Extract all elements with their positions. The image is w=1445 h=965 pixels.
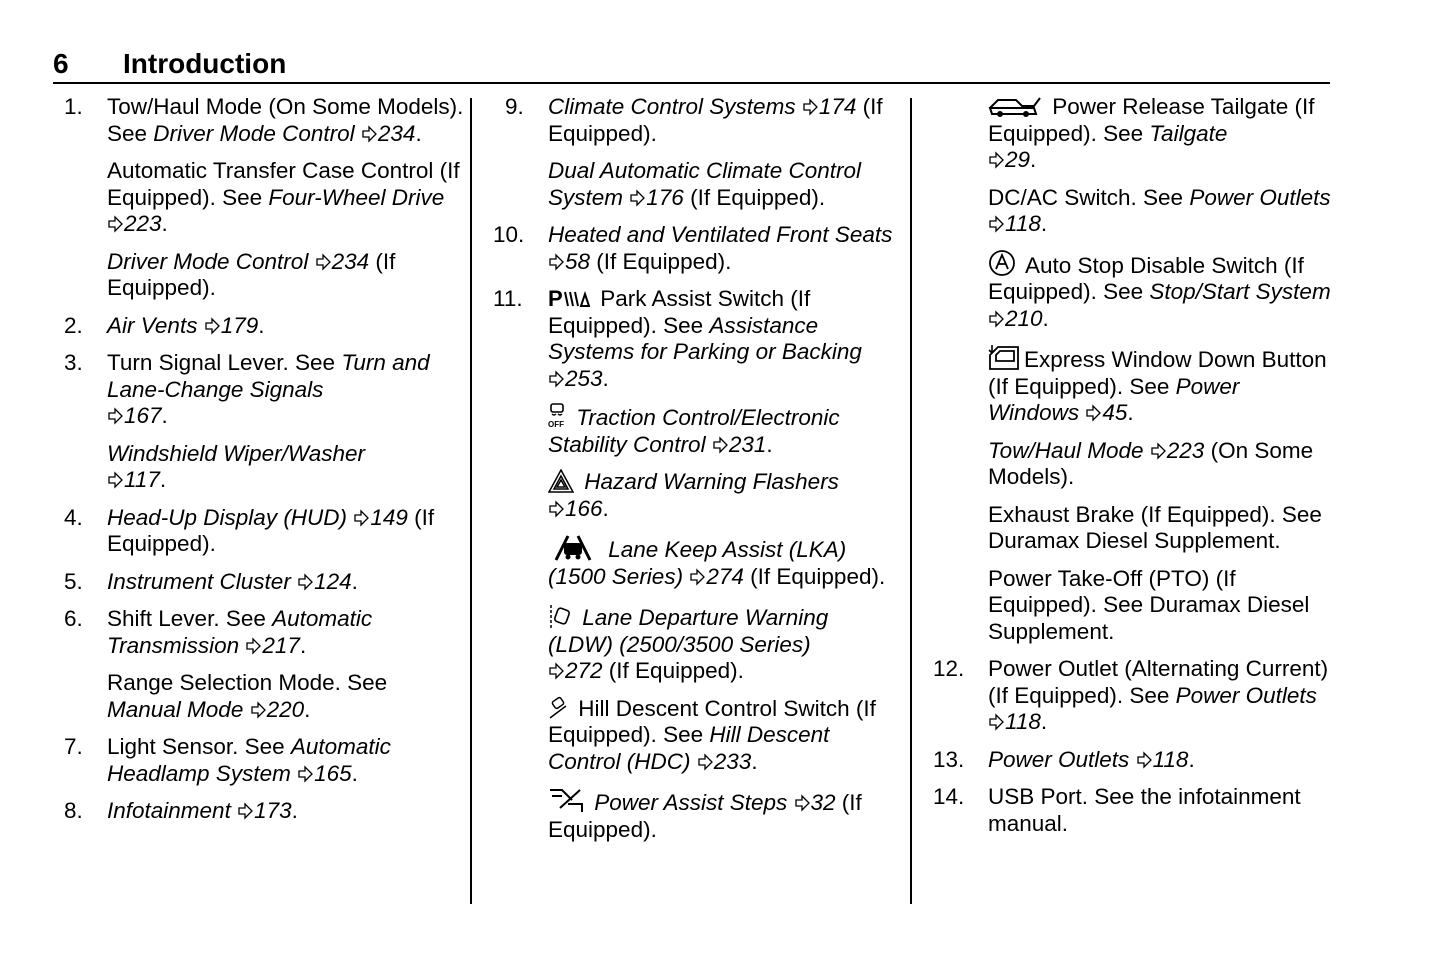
column-2 <box>493 94 898 854</box>
page-reference-arrow-icon <box>108 471 123 489</box>
page-reference-arrow-icon <box>108 407 123 425</box>
cross-reference-link[interactable]: Automatic Transmission <box>107 606 373 658</box>
column-divider <box>910 98 912 904</box>
list-subitem: Tow/Haul Mode 223 (On Some Models). <box>988 437 1314 489</box>
cross-reference-link[interactable]: Power Outlets <box>1175 682 1317 708</box>
list-item: 3. Turn Signal Lever. See Turn and Lane-Change Signals 167. Windshield Wiper/Washer 117. <box>64 350 430 492</box>
list-item: 7. Light Sensor. See Automatic Headlamp System 165. <box>64 734 391 786</box>
lane-keep-assist-icon <box>548 533 598 561</box>
cross-reference-link[interactable]: Climate Control Systems <box>548 94 796 119</box>
column-1 <box>64 94 464 836</box>
page-reference-arrow-icon <box>690 568 705 586</box>
list-item: 5. Instrument Cluster 124. <box>64 568 358 594</box>
column-divider <box>470 98 472 904</box>
hazard-warning-icon <box>548 469 574 493</box>
page-reference-arrow-icon <box>316 253 331 271</box>
list-subitem: Auto Stop Disable Switch (If Equipped). See Stop/Start System 210. <box>933 249 1333 333</box>
cross-reference-link[interactable]: Windshield Wiper/Washer <box>107 440 366 466</box>
page-reference-arrow-icon <box>549 662 564 680</box>
cross-reference-link[interactable]: Power Windows <box>988 373 1240 425</box>
auto-stop-icon <box>988 249 1016 277</box>
page-reference-arrow-icon <box>354 509 369 527</box>
page-reference-arrow-icon <box>108 215 123 233</box>
page-reference-arrow-icon <box>238 802 253 820</box>
tailgate-icon <box>988 94 1042 118</box>
page-reference-arrow-icon <box>246 637 261 655</box>
page-reference-arrow-icon <box>698 753 713 771</box>
column-3 <box>933 94 1333 848</box>
cross-reference-link[interactable]: Assistance Systems for Parking or Backing <box>548 312 862 364</box>
cross-reference-link[interactable]: Driver Mode Control <box>107 248 309 274</box>
page-reference-arrow-icon <box>298 573 313 591</box>
page-reference-arrow-icon <box>1086 404 1101 422</box>
svg-text:P: P <box>548 286 563 310</box>
cross-reference-link[interactable]: Automatic Headlamp System <box>107 734 391 786</box>
page-reference-arrow-icon <box>1137 751 1152 769</box>
cross-reference-link[interactable]: Instrument Cluster <box>107 568 291 594</box>
list-item: 10. Heated and Ventilated Front Seats 58 (If Equipped). <box>493 222 893 274</box>
hill-descent-icon <box>548 696 568 720</box>
page-reference-arrow-icon <box>205 317 220 335</box>
list-subitem: Power Release Tailgate (If Equipped). See Tailgate 29. <box>988 94 1315 172</box>
cross-reference-link[interactable]: Stop/Start System <box>1149 279 1331 304</box>
page-reference-arrow-icon <box>989 310 1004 328</box>
list-item: 11. P Park Assist Switch (If Equipped). See Assistance Systems for Parking or Backing 253. OFF Traction Control/Electronic Stability Control 231. Hazard Warning Flashers 166. Lane Keep Assist (LKA) (1500 Series) 274 (If Equipped). Lane Departure Warning (LDW) (2500/3500 Series) 272 (If Equipped). Hill Descent Control Switch (If Equipped). See Hill Descent Control (HDC) 233. Power Assist Steps 32 (If Equipped). <box>493 286 886 842</box>
cross-reference-link[interactable]: Turn and Lane-Change Signals <box>107 350 430 402</box>
cross-reference-link[interactable]: Heated and Ventilated Front Seats <box>548 222 893 247</box>
cross-reference-link[interactable]: Dual Automatic Climate Control System <box>548 158 862 210</box>
page-reference-arrow-icon <box>630 189 645 207</box>
cross-reference-link[interactable]: Power Outlets <box>988 746 1130 772</box>
cross-reference-link[interactable]: Power Assist Steps <box>588 790 788 815</box>
list-item: 6. Shift Lever. See Automatic Transmission 217. Range Selection Mode. See Manual Mode 220. <box>64 606 388 722</box>
list-item: 2. Air Vents 179. <box>64 312 265 338</box>
page-reference-arrow-icon <box>803 98 818 116</box>
cross-reference-link[interactable]: Tailgate <box>1149 120 1228 146</box>
list-item: 8. Infotainment 173. <box>64 798 298 823</box>
list-subitem: DC/AC Switch. See Power Outlets 118. <box>988 184 1331 236</box>
page-reference-arrow-icon <box>298 765 313 783</box>
list-subitem: Power Take-Off (PTO) (If Equipped). See Duramax Diesel Supplement. <box>988 565 1310 644</box>
page-reference-arrow-icon <box>795 794 810 812</box>
cross-reference-link[interactable]: Manual Mode <box>107 696 244 722</box>
list-item: 4. Head-Up Display (HUD) 149 (If Equipped). <box>64 504 435 556</box>
power-assist-steps-icon <box>548 786 584 814</box>
page-reference-arrow-icon <box>362 125 377 143</box>
list-item: 12. Power Outlet (Alternating Current) (If Equipped). See Power Outlets 118. <box>933 656 1329 734</box>
page-reference-arrow-icon <box>989 713 1004 731</box>
park-assist-icon <box>548 286 590 310</box>
express-window-icon <box>988 343 1020 371</box>
cross-reference-link[interactable]: Hill Descent Control (HDC) <box>548 722 830 774</box>
cross-reference-link[interactable]: Power Outlets <box>1189 184 1331 210</box>
cross-reference-link[interactable]: Four-Wheel Drive <box>268 184 445 210</box>
list-item: 14. USB Port. See the infotainment manual. <box>933 784 1301 836</box>
cross-reference-link[interactable]: Lane Departure Warning (LDW) (2500/3500 Series) <box>548 605 829 657</box>
page-title: Introduction <box>123 48 287 79</box>
svg-text:OFF: OFF <box>548 420 564 429</box>
page-reference-arrow-icon <box>251 701 266 719</box>
page-number: 6 <box>53 48 69 79</box>
cross-reference-link[interactable]: Head-Up Display (HUD) <box>107 504 348 530</box>
page-reference-arrow-icon <box>549 253 564 271</box>
page-header <box>53 44 1330 84</box>
cross-reference-link[interactable]: Infotainment <box>107 798 231 823</box>
list-item: 1. Tow/Haul Mode (On Some Models). See Driver Mode Control 234. Automatic Transfer Case Control (If Equipped). See Four-Wheel Drive 223. Driver Mode Control 234 (If Equipped). <box>64 94 464 300</box>
cross-reference-link[interactable]: Tow/Haul Mode <box>988 437 1144 463</box>
cross-reference-link[interactable]: Air Vents <box>107 312 198 338</box>
page-reference-arrow-icon <box>549 500 564 518</box>
page-reference-arrow-icon <box>989 151 1004 169</box>
page-reference-arrow-icon <box>1151 442 1166 460</box>
page-reference-arrow-icon <box>713 436 728 454</box>
list-subitem: Express Window Down Button (If Equipped). See Power Windows 45. <box>933 343 1333 427</box>
cross-reference-link[interactable]: Traction Control/Electronic Stability Control <box>548 405 840 457</box>
cross-reference-link[interactable]: Hazard Warning Flashers <box>578 469 839 494</box>
page-reference-arrow-icon <box>989 215 1004 233</box>
list-item: 13. Power Outlets 118. <box>933 746 1195 772</box>
list-item: 9. Climate Control Systems 174 (If Equipped). Dual Automatic Climate Control System 176 (If Equipped). <box>505 94 883 210</box>
traction-control-off-icon <box>548 403 566 429</box>
cross-reference-link[interactable]: Lane Keep Assist (LKA) (1500 Series) <box>548 537 847 589</box>
cross-reference-link[interactable]: Driver Mode Control <box>153 120 355 146</box>
lane-departure-warning-icon <box>548 601 572 629</box>
list-subitem: Exhaust Brake (If Equipped). See Duramax Diesel Supplement. <box>988 501 1322 553</box>
page-reference-arrow-icon <box>549 370 564 388</box>
